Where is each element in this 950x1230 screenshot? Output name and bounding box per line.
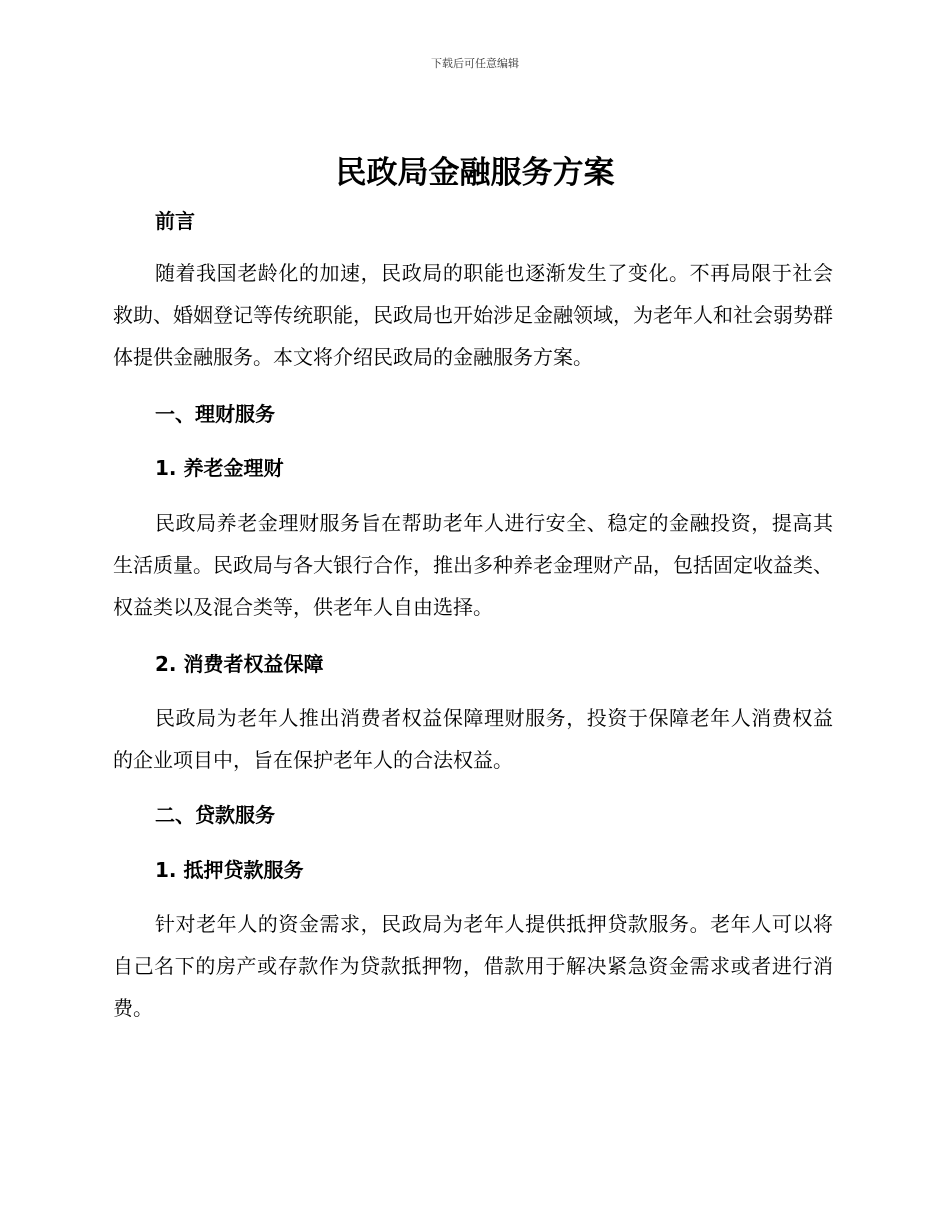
- section1-sub2-heading: 2. 消费者权益保障: [155, 652, 324, 676]
- header-note: 下载后可任意编辑: [431, 57, 519, 70]
- section2-heading: 二、贷款服务: [155, 803, 275, 827]
- section2-sub1-heading: 1. 抵押贷款服务: [155, 858, 304, 882]
- section1-sub1-heading: 1. 养老金理财: [155, 456, 284, 480]
- section1-heading: 一、理财服务: [155, 402, 275, 426]
- document-title: 民政局金融服务方案: [335, 155, 615, 191]
- section2-sub1-paragraph: 针对老年人的资金需求，民政局为老年人提供抵押贷款服务。老年人可以将自己名下的房产或存款作为贷款抵押物，借款用于解决紧急资金需求或者进行消费。: [113, 912, 833, 1020]
- section1-sub1-paragraph: 民政局养老金理财服务旨在帮助老年人进行安全、稳定的金融投资，提高其生活质量。民政局与各大银行合作，推出多种养老金理财产品，包括固定收益类、权益类以及混合类等，供老年人自由选择。: [113, 511, 833, 619]
- preface-paragraph: 随着我国老龄化的加速，民政局的职能也逐渐发生了变化。不再局限于社会救助、婚姻登记等传统职能，民政局也开始涉足金融领域，为老年人和社会弱势群体提供金融服务。本文将介绍民政局的金融服务方案。: [113, 261, 833, 369]
- preface-heading: 前言: [155, 209, 195, 233]
- section1-sub2-paragraph: 民政局为老年人推出消费者权益保障理财服务，投资于保障老年人消费权益的企业项目中，旨在保护老年人的合法权益。: [113, 706, 833, 772]
